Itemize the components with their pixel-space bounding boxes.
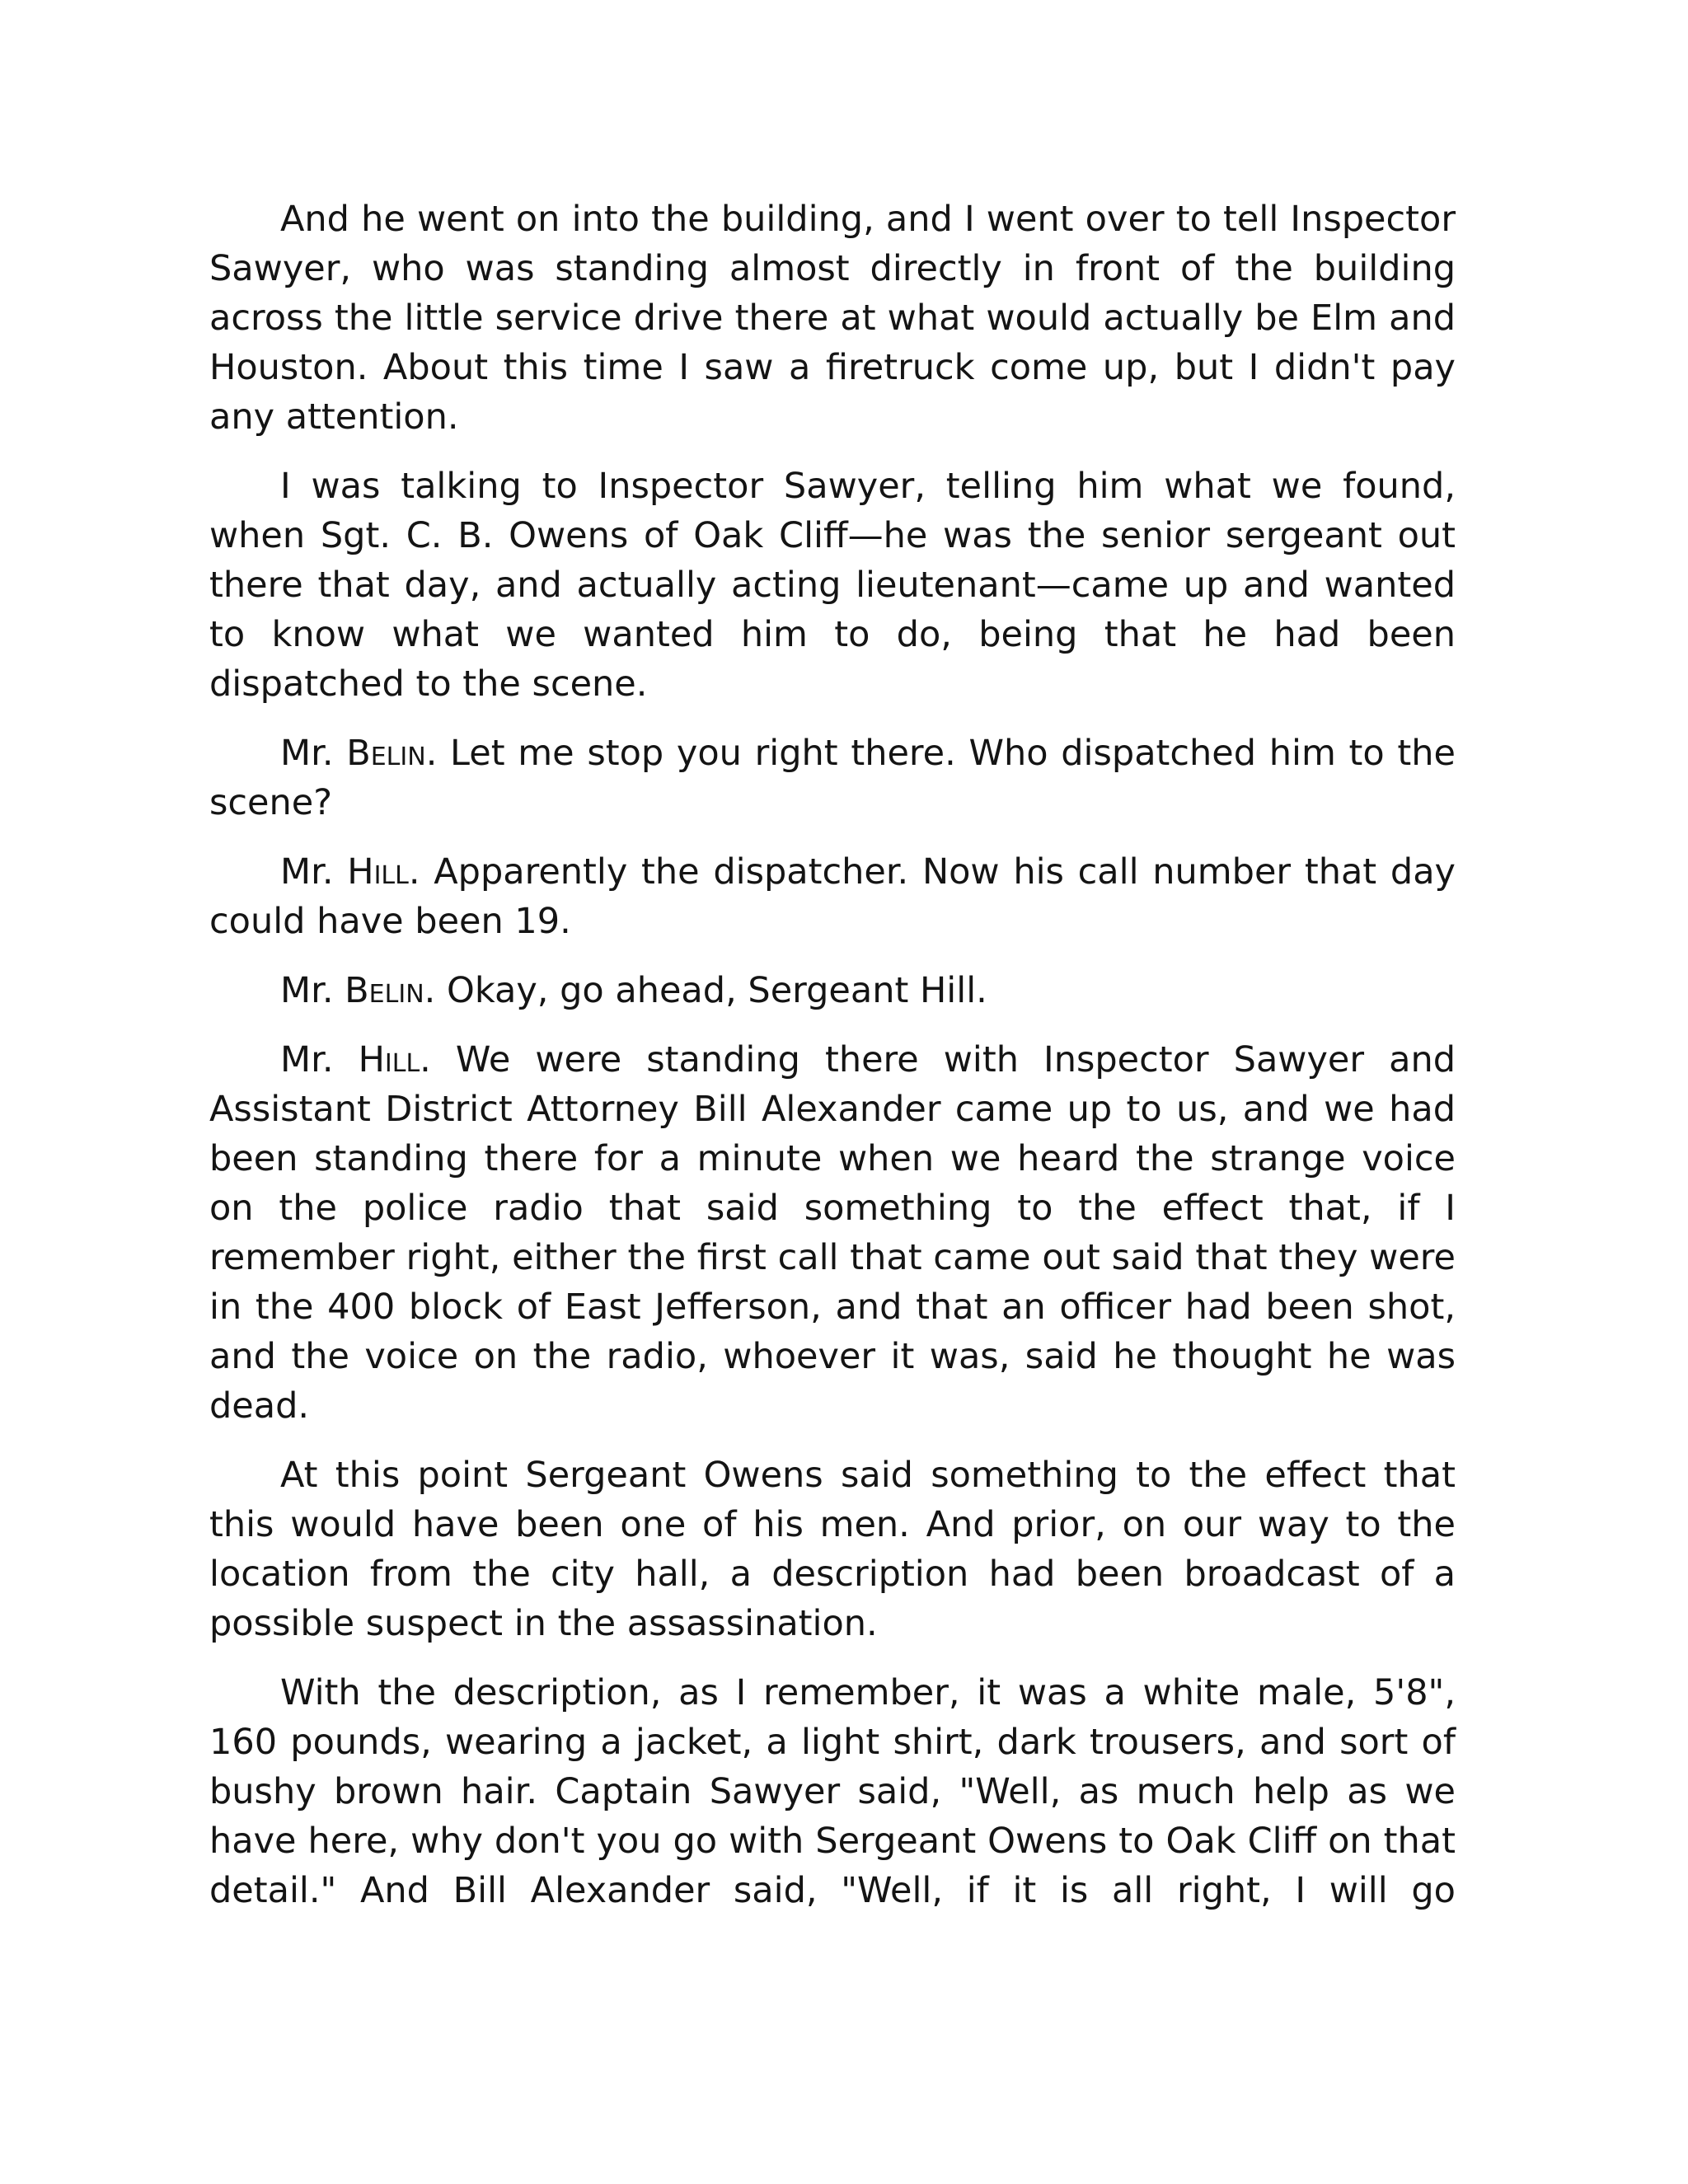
speaker-name: Belin: [345, 970, 424, 1011]
paragraph-text: With the description, as I remember, it was a white male, 5'8", 160 pounds, wearing a jacket, a light shirt, dark trousers, and sort of bushy brown hair. Captain Sawyer said, "Well, as much help as we have here, why don't you go with Sergeant Owens to Oak Cliff on that detail." And Bill Alexander said, "Well, if it is all right, I will go: [209, 1672, 1456, 1911]
testimony-paragraph: [209, 1035, 1456, 1431]
paragraph-text: And he went on into the building, and I went over to tell Inspector Sawyer, who was standing almost directly in front of the building across the little service drive there at what would actually be Elm and Houston. About this time I saw a firetruck come up, but I didn't pay any attention.: [209, 199, 1456, 438]
speaker-prefix: Mr.: [280, 1039, 359, 1080]
paragraph-text: . Let me stop you right there. Who dispatched him to the scene?: [209, 733, 1456, 823]
paragraph-text: . Okay, go ahead, Sergeant Hill.: [424, 970, 987, 1011]
paragraph: [209, 462, 1456, 709]
speaker-name: Belin: [346, 733, 426, 774]
paragraph: [209, 1668, 1456, 1915]
paragraph: [209, 1451, 1456, 1648]
speaker-name: Hill: [358, 1039, 420, 1080]
testimony-paragraph: [209, 847, 1456, 946]
paragraph-text: I was talking to Inspector Sawyer, telling him what we found, when Sgt. C. B. Owens of Oak Cliff—he was the senior sergeant out there that day, and actually acting lieutenant—came up and wanted to know what we wanted him to do, being that he had been dispatched to the scene.: [209, 466, 1456, 705]
paragraph-text: . Apparently the dispatcher. Now his call number that day could have been 19.: [209, 851, 1456, 942]
transcript-body: [209, 194, 1456, 1935]
paragraph-text: . We were standing there with Inspector Sawyer and Assistant District Attorney Bill Alexander came up to us, and we had been standing there for a minute when we heard the strange voice on the police radio that said something to the effect that, if I remember right, either the first call that came out said that they were in the 400 block of East Jefferson, and that an officer had been shot, and the voice on the radio, whoever it was, said he thought he was dead.: [209, 1039, 1456, 1427]
paragraph: [209, 194, 1456, 442]
paragraph-text: At this point Sergeant Owens said something to the effect that this would have been one of his men. And prior, on our way to the location from the city hall, a description had been broadcast of a possible suspect in the assassination.: [209, 1455, 1456, 1644]
speaker-prefix: Mr.: [280, 970, 345, 1011]
speaker-prefix: Mr.: [280, 733, 347, 774]
speaker-name: Hill: [347, 851, 409, 893]
testimony-paragraph: [209, 966, 1456, 1015]
speaker-prefix: Mr.: [280, 851, 348, 893]
testimony-paragraph: [209, 729, 1456, 827]
